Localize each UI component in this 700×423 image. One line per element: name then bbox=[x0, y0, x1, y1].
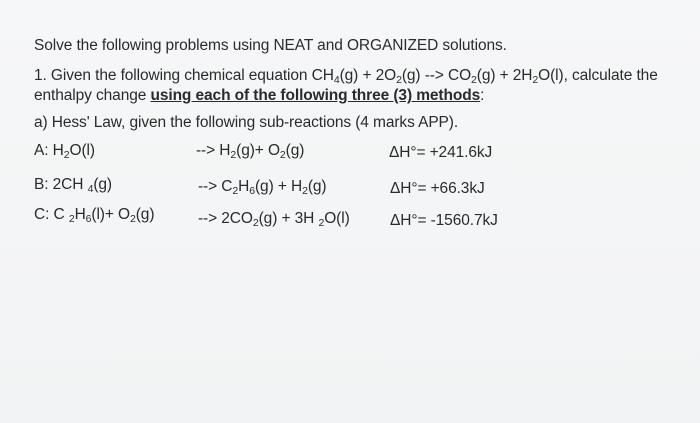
subscript: 2 bbox=[232, 185, 239, 197]
question-text-1d: (g) + 2H bbox=[476, 67, 533, 84]
reaction-text: O(l) bbox=[69, 142, 95, 159]
subscript: 2 bbox=[471, 74, 477, 86]
reaction-text: B: 2CH bbox=[34, 176, 88, 193]
reaction-text: (l)+ O bbox=[91, 206, 130, 223]
reaction-text: --> H bbox=[196, 142, 231, 159]
reaction-text: --> C bbox=[198, 178, 233, 195]
reaction-b-enthalpy: ΔH°= +66.3kJ bbox=[390, 180, 485, 197]
reaction-text: (g) bbox=[285, 142, 305, 159]
question-text-2a: enthalpy change bbox=[34, 87, 151, 104]
reaction-b-reactants bbox=[34, 175, 112, 195]
subscript: 2 bbox=[318, 217, 325, 229]
reaction-text: (g) + H bbox=[254, 178, 303, 195]
reaction-c-enthalpy: ΔH°= -1560.7kJ bbox=[390, 212, 498, 229]
reaction-a-products bbox=[196, 141, 304, 161]
question-text-1c: (g) --> CO bbox=[401, 67, 472, 84]
reaction-text: (g)+ O bbox=[236, 142, 280, 159]
subscript: 2 bbox=[252, 217, 259, 229]
reaction-text: H bbox=[238, 178, 250, 195]
reaction-text: A: H bbox=[34, 142, 64, 159]
question-text-1b: (g) + 2O bbox=[339, 67, 397, 84]
subscript: 4 bbox=[333, 74, 340, 86]
reaction-c-reactants bbox=[34, 205, 154, 225]
subscript: 2 bbox=[279, 149, 286, 161]
reaction-text: C: C bbox=[34, 206, 69, 223]
question-text-1e: O(l), calculate the bbox=[538, 67, 658, 84]
subscript: 6 bbox=[85, 213, 92, 225]
instruction-text: Solve the following problems using NEAT and ORGANIZED solutions. bbox=[34, 37, 507, 54]
part-a-text: a) Hess' Law, given the following sub-reactions (4 marks APP). bbox=[34, 114, 459, 131]
reaction-text: O(l) bbox=[324, 210, 350, 227]
reaction-c-products bbox=[198, 209, 350, 229]
subscript: 2 bbox=[302, 185, 308, 197]
subscript: 2 bbox=[130, 213, 136, 225]
subscript: 2 bbox=[396, 74, 402, 86]
subscript: 2 bbox=[532, 74, 539, 86]
reaction-b-products bbox=[198, 177, 327, 197]
subscript: 2 bbox=[68, 213, 75, 225]
reaction-text: --> 2CO bbox=[198, 210, 253, 227]
subscript: 4 bbox=[87, 183, 94, 195]
question-line-1 bbox=[34, 66, 658, 86]
reaction-text: (g) bbox=[307, 178, 327, 195]
reaction-text: (g) + 3H bbox=[258, 210, 319, 227]
reaction-text: H bbox=[74, 206, 86, 223]
reaction-a-enthalpy: ΔH°= +241.6kJ bbox=[389, 144, 493, 161]
question-line-2 bbox=[34, 86, 484, 106]
reaction-a-reactants bbox=[34, 141, 95, 161]
subscript: 6 bbox=[249, 185, 255, 197]
subscript: 2 bbox=[63, 149, 70, 161]
question-text-2b: : bbox=[480, 87, 485, 104]
question-text-1a: 1. Given the following chemical equation CH bbox=[34, 67, 334, 84]
reaction-text: (g) bbox=[93, 176, 112, 193]
reaction-text: (g) bbox=[135, 206, 155, 223]
subscript: 2 bbox=[230, 149, 237, 161]
methods-emphasis: using each of the following three (3) methods bbox=[150, 87, 481, 104]
